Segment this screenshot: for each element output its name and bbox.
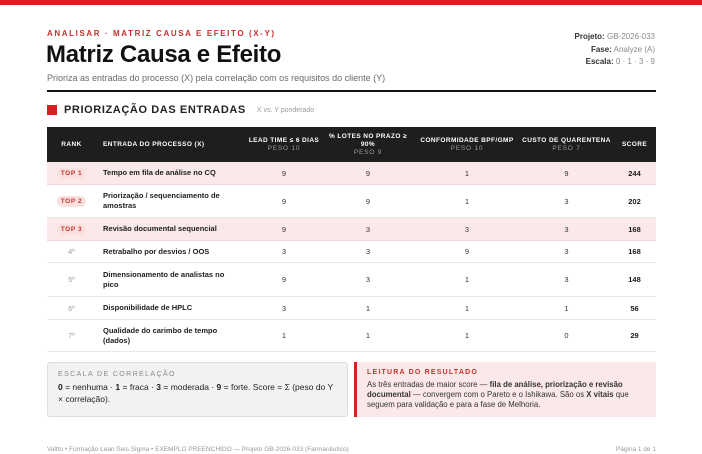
cell-value: 1 [464,168,470,178]
cell-value: 3 [365,275,371,284]
cell-value: 3 [564,275,569,284]
cell-value: 0 [564,331,569,340]
result-reading-box [354,362,656,417]
cell-value: 1 [281,331,287,340]
header-divider [47,90,656,92]
page-number: Página 1 de 1 [615,446,656,453]
col-score: SCORE [621,140,648,148]
legend-title: ESCALA DE CORRELAÇÃO [58,371,176,378]
table-row [47,297,656,320]
input-name: Disponibilidade de HPLC [103,303,193,312]
cell-value: 1 [365,303,371,313]
cell-value: 9 [564,168,569,178]
cell-value: 3 [464,224,470,234]
input-name: Tempo em fila de análise no CQ [103,168,216,177]
input-name: Retrabalho por desvios / OOS [103,246,210,256]
cell-value: 3 [365,224,371,234]
rank-badge: TOP 1 [57,168,87,179]
result-body: As três entradas de maior score — fila de análise, priorização e revisão documental — convergem com o Pareto e o Ishikawa. São os X vitais que seguem para validação e para a fase de Melhoria. [367,380,629,410]
input-name: Priorização / sequenciamento de amostras [103,191,220,210]
correlation-scale-box [47,362,348,417]
top-accent-bar [0,0,702,5]
score-value: 168 [628,224,641,234]
cell-value: 1 [464,331,470,340]
col-lead-time: LEAD TIME ≤ 6 DIAS PESO 10 [248,136,320,152]
rank-label: 5º [68,277,75,284]
score-value: 56 [630,303,639,313]
cell-value: 9 [281,224,287,234]
table-row [47,218,656,241]
section-title: PRIORIZAÇÃO DAS ENTRADAS [64,104,246,116]
cell-value: 3 [281,303,287,313]
rank-label: 4º [68,249,75,256]
col-quarantine-cost: CUSTO DE QUARENTENA PESO 7 [522,136,611,152]
input-name: Dimensionamento de analistas no pico [103,269,225,289]
rank-label: 6º [68,305,75,313]
cell-value: 3 [564,247,569,256]
page-title: Matriz Causa e Efeito [46,41,282,68]
cell-value: 3 [365,247,371,256]
cell-value: 9 [464,247,470,256]
cell-value: 3 [281,247,287,256]
priority-table [47,127,656,352]
col-on-time-lots: % LOTES NO PRAZO ≥ 90% PESO 9 [329,132,407,156]
footer-credits: Valtto • Formação Lean Seis Sigma • EXEMPLO PREENCHIDO — Projeto GB-2026-033 (Farmacêutico) [47,446,349,453]
score-value: 29 [630,331,639,340]
page-subtitle: Prioriza as entradas do processo (X) pela correlação com os requisitos do cliente (Y) [47,73,386,83]
project-meta [575,31,656,69]
page-footer [47,446,656,453]
score-value: 148 [628,275,641,284]
cell-value: 1 [564,303,569,313]
input-name: Revisão documental sequencial [103,224,217,233]
score-value: 202 [628,196,641,206]
table-row [47,185,656,218]
legend-body: 0 = nenhuma · 1 = fraca · 3 = moderada · 9 = forte. Score = Σ (peso do Y × correlação). [58,382,334,404]
cell-value: 9 [281,275,287,284]
table-row [47,320,656,352]
score-value: 244 [628,168,641,178]
cell-value: 1 [464,196,470,206]
cell-value: 1 [464,303,470,313]
meta-scale: Escala: 0 · 1 · 3 · 9 [585,57,655,66]
result-title: LEITURA DO RESULTADO [367,369,478,376]
cell-value: 1 [464,275,470,284]
rank-badge: TOP 3 [57,224,87,235]
table-row [47,263,656,297]
cell-value: 3 [564,196,569,206]
table-row [47,162,656,185]
meta-project: Projeto: GB-2026-033 [574,32,655,41]
eyebrow-label: ANALISAR · MATRIZ CAUSA E EFEITO (X-Y) [47,29,276,38]
input-name: Qualidade do carimbo de tempo (dados) [103,325,218,345]
section-marker-icon [47,105,57,115]
col-rank: RANK [61,140,82,148]
cell-value: 3 [564,224,569,234]
table-row [47,241,656,263]
cell-value: 9 [281,196,287,206]
col-input: ENTRADA DO PROCESSO (X) [103,140,205,148]
section-header [47,104,314,116]
cell-value: 9 [365,168,371,178]
cell-value: 1 [365,331,371,340]
col-gmp-compliance: CONFORMIDADE BPF/GMP PESO 10 [420,136,514,152]
cell-value: 9 [281,168,287,178]
section-note: X vs. Y ponderado [256,106,315,114]
cell-value: 9 [365,196,371,206]
table-header [47,127,656,162]
score-value: 168 [628,247,641,256]
meta-phase: Fase: Analyze (A) [590,44,655,54]
rank-label: 7º [68,333,75,340]
rank-badge: TOP 2 [57,196,87,207]
